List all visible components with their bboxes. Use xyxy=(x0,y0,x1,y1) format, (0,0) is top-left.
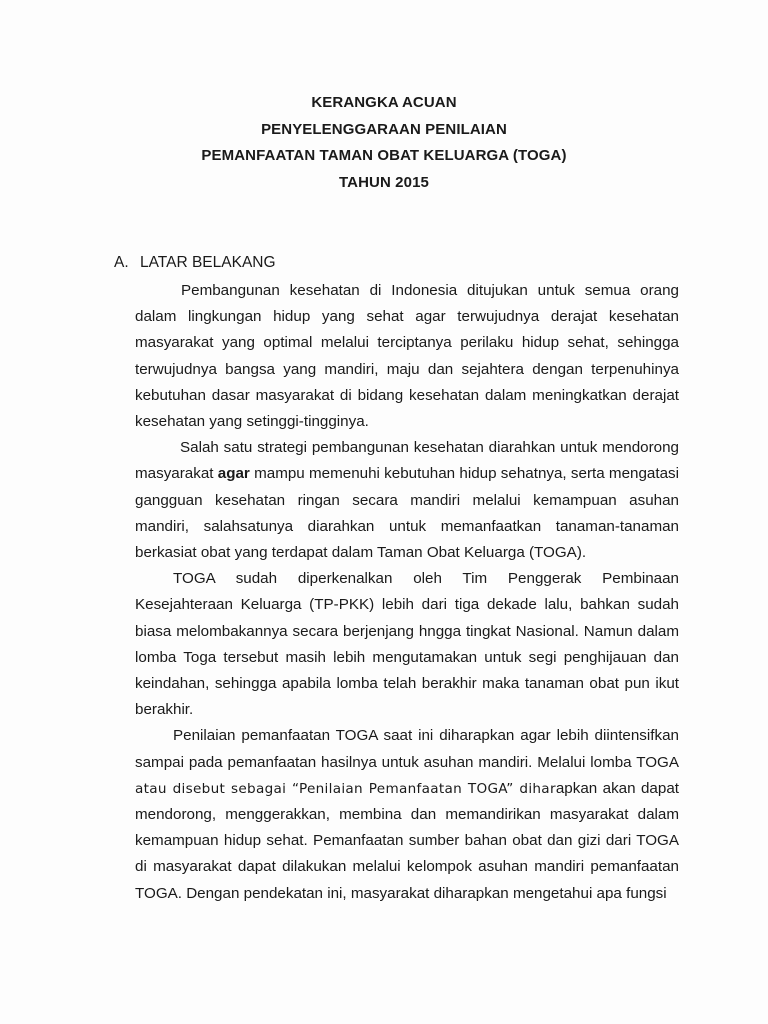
paragraph-4-text-start: Penilaian pemanfaatan TOGA saat ini diharapkan agar lebih diintensifkan sampai pada pemanfaatan hasilnya untuk asuhan mandiri. Melalui lomba TOGA xyxy=(135,727,679,771)
paragraph-2-text-start: Salah satu strategi pembangunan kesehatan diarahkan untuk mendorong masyarakat xyxy=(135,439,679,483)
document-title xyxy=(0,90,768,196)
paragraph-4-alt-font-text: atau disebut sebagai “Penilaian Pemanfaatan TOGA” dihar xyxy=(135,780,556,797)
body-text xyxy=(135,278,679,907)
paragraph-4-text-end: apkan akan dapat mendorong, menggerakkan, membina dan memandirikan masyarakat dalam kemampuan hidup sehat. Pemanfaatan sumber bahan obat dan gizi dari TOGA di masyarakat dapat dilakukan melalui kelompok asuhan mandiri pemanfaatan TOGA. Dengan pendekatan ini, masyarakat diharapkan mengetahui apa fungsi xyxy=(135,779,679,902)
title-line-3: PEMANFAATAN TAMAN OBAT KELUARGA (TOGA) xyxy=(201,147,567,164)
section-title: LATAR BELAKANG xyxy=(140,254,276,271)
section-letter: A. xyxy=(114,254,129,271)
paragraph-2-text-end: mampu memenuhi kebutuhan hidup sehatnya, serta mengatasi gangguan kesehatan ringan secara mandiri melalui kemampuan asuhan mandiri, salahsatunya diarahkan untuk memanfaatkan tanaman-tanaman berkasiat obat yang terdapat dalam Taman Obat Keluarga (TOGA). xyxy=(135,465,680,562)
paragraph-3: TOGA sudah diperkenalkan oleh Tim Penggerak Pembinaan Kesejahteraan Keluarga (TP-PKK) lebih dari tiga dekade lalu, bahkan sudah biasa melombakannya secara berjenjang hngga tingkat Nasional. Namun dalam lomba Toga tersebut masih lebih mengutamakan untuk segi penghijauan dan keindahan, sehingga apabila lomba telah berakhir maka tanaman obat pun ikut berakhir. xyxy=(135,570,679,719)
title-line-1: KERANGKA ACUAN xyxy=(311,94,457,111)
paragraph-2-bold-word: agar xyxy=(217,465,250,483)
paragraph-1: Pembangunan kesehatan di Indonesia ditujukan untuk semua orang dalam lingkungan hidup yang sehat agar terwujudnya derajat kesehatan masyarakat yang optimal melalui terciptanya perilaku hidup sehat, sehingga terwujudnya bangsa yang mandiri, maju dan sejahtera dengan terpenuhinya kebutuhan dasar masyarakat di bidang kesehatan dalam meningkatkan derajat kesehatan yang setinggi-tingginya. xyxy=(135,282,679,431)
section-heading xyxy=(114,252,276,274)
title-line-4: TAHUN 2015 xyxy=(339,173,429,191)
paragraph-2 xyxy=(135,435,679,566)
title-line-2: PENYELENGGARAAN PENILAIAN xyxy=(261,120,507,138)
paragraph-4 xyxy=(135,723,679,906)
